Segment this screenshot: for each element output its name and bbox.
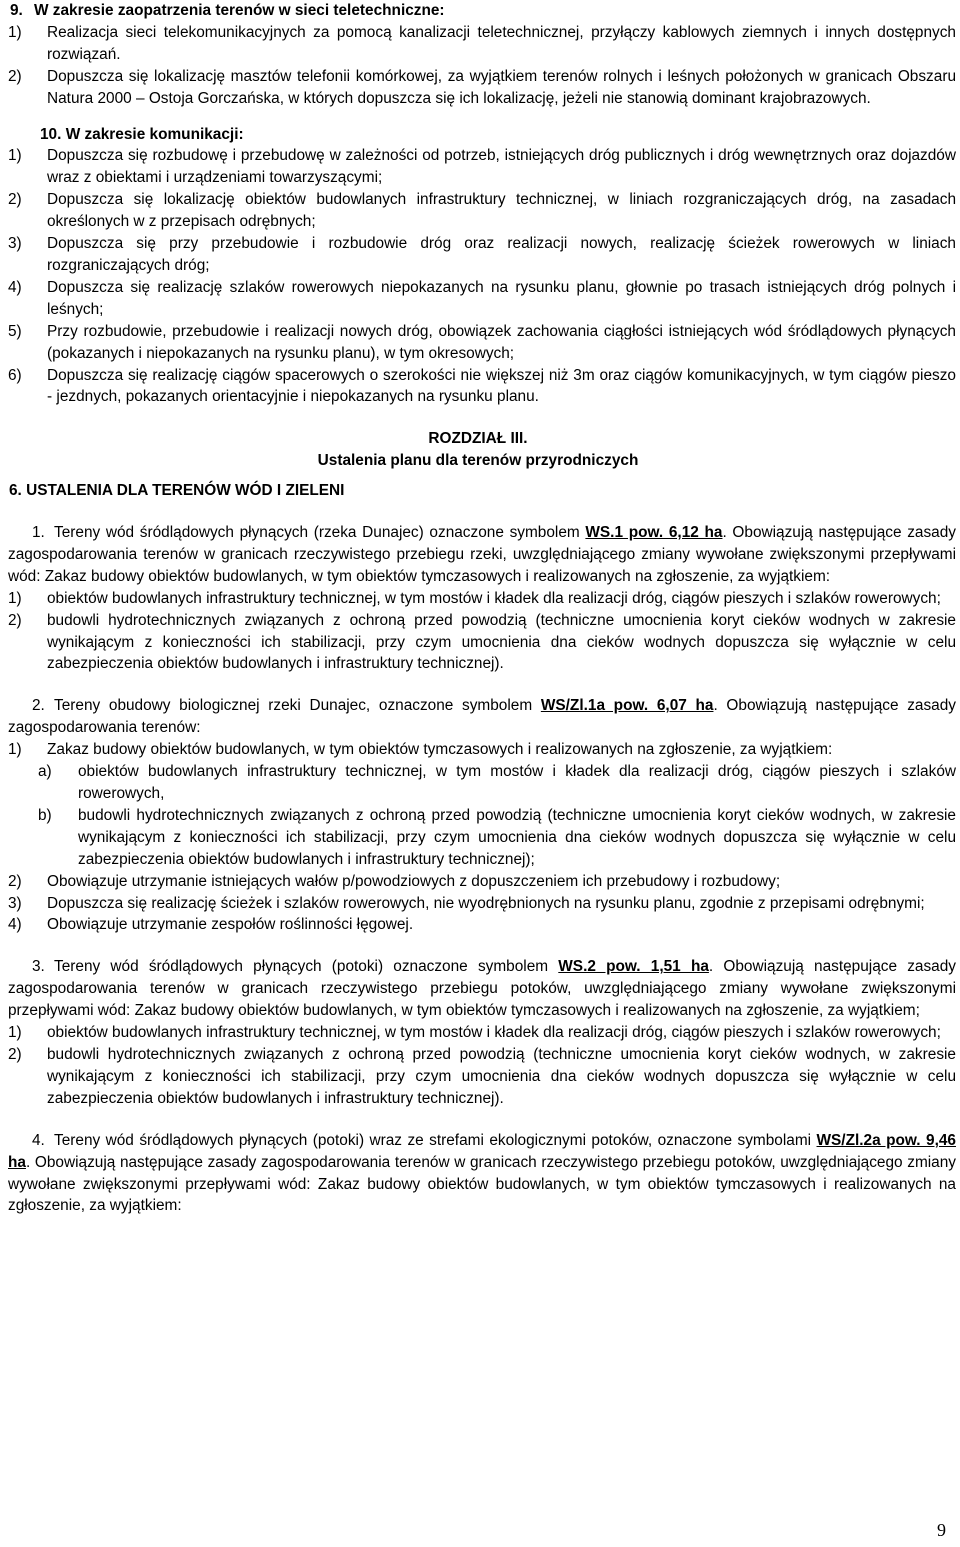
- item-text: Dopuszcza się realizację ścieżek i szlaków rowerowych, nie wyodrębnionych na rysunku planu, zgodnie z przepisami odrębnymi;: [47, 894, 925, 912]
- section-9-number: 9.: [10, 2, 23, 19]
- list-item: [8, 914, 956, 936]
- list-item: [8, 189, 956, 233]
- sub-list-item: [38, 761, 956, 805]
- paragraph-number: 1.: [32, 524, 45, 542]
- paragraph-lead: Tereny obudowy biologicznej rzeki Dunajec, oznaczone symbolem: [54, 697, 533, 715]
- list-item: [8, 277, 956, 321]
- list-item: [8, 233, 956, 277]
- item-number: 3): [8, 235, 22, 253]
- paragraph-text: . Obowiązują następujące zasady zagospodarowania terenów w granicach rzeczywistego przebiegu potoków, uwzględniającego zmiany wywołane zwiększonymi przepływami wód: Zakaz budowy obiektów budowlanych, w tym obiektów tymczasowych i realizowanych na zgłoszenie, za wyjątkiem;: [8, 958, 956, 1020]
- sub-item-text: obiektów budowlanych infrastruktury technicznej, w tym mostów i kładek dla realizacji dróg, ciągów pieszych i szlaków rowerowych,: [78, 763, 956, 802]
- item-text: budowli hydrotechnicznych związanych z ochroną przed powodzią (techniczne umocnienia koryt cieków wodnych, w zakresie wynikającym z konieczności ich stabilizacji, przy czym umocnienia dna cieków wodnych dopuszcza się wyłącznie w celu zabezpieczenia obiektów budowlanych i infrastruktury technicznej).: [47, 1045, 956, 1107]
- paragraph-text: . Obowiązują następujące zasady zagospodarowania terenów w granicach rzeczywistego przebiegu rzeki, uwzględniającego zmiany wywołane zwiększonymi przepływami wód: Zakaz budowy obiektów budowlanych, w tym obiektów tymczasowych i realizowanych na zgłoszenie, za wyjątkiem:: [8, 524, 956, 585]
- list-item: [8, 893, 956, 915]
- zone-symbol: WS/Zl.2a pow. 9,46 ha: [8, 1131, 956, 1171]
- item-number: 5): [8, 322, 22, 340]
- paragraph-4: [8, 1130, 956, 1218]
- item-number: 3): [8, 894, 22, 912]
- section-10-number: 10.: [40, 125, 62, 143]
- section-6-heading: 6. USTALENIA DLA TERENÓW WÓD I ZIELENI: [9, 482, 345, 500]
- paragraph-number: 3.: [32, 958, 45, 976]
- item-number: 1): [8, 1024, 22, 1042]
- section-9-heading: [8, 0, 956, 22]
- list-item: [8, 365, 956, 409]
- list-item: [8, 1022, 956, 1044]
- list-item: [8, 610, 956, 676]
- item-number: 4): [8, 278, 22, 296]
- section-10-heading: [8, 124, 956, 146]
- paragraph-3: [8, 956, 956, 1022]
- item-number: 2): [8, 1045, 22, 1063]
- item-text: obiektów budowlanych infrastruktury technicznej, w tym mostów i kładek dla realizacji dróg, ciągów pieszych i szlaków rowerowych;: [47, 589, 941, 607]
- zone-symbol: WS.2 pow. 1,51 ha: [558, 958, 709, 976]
- sub-item-text: budowli hydrotechnicznych związanych z ochroną przed powodzią (techniczne umocnienia koryt cieków wodnych, w zakresie wynikającym z konieczności ich stabilizacji, przy czym umocnienia dna cieków wodnych dopuszcza się wyłącznie w celu zabezpieczenia obiektów budowlanych i infrastruktury technicznej);: [78, 806, 956, 868]
- item-text: Obowiązuje utrzymanie zespołów roślinności łęgowej.: [47, 916, 414, 934]
- item-number: 2): [8, 67, 22, 85]
- paragraph-number: 4.: [32, 1131, 45, 1149]
- page-number: 9: [937, 1520, 946, 1540]
- item-text: Dopuszcza się realizację ciągów spacerowych o szerokości nie większej niż 3m oraz ciągów komunikacyjnych, w tym ciągów pieszo - jezdnych, pokazanych orientacyjnie i niepokazanych na rysunku planu.: [47, 366, 956, 406]
- list-item: [8, 588, 956, 610]
- list-item: [8, 66, 956, 110]
- paragraph-number: 2.: [32, 697, 45, 715]
- paragraph-lead: Tereny wód śródlądowych płynących (rzeka Dunajec) oznaczone symbolem: [54, 524, 580, 542]
- item-text: Obowiązuje utrzymanie istniejących wałów p/powodziowych z dopuszczeniem ich przebudowy i rozbudowy;: [47, 872, 781, 890]
- item-number: 1): [8, 741, 22, 759]
- item-number: 4): [8, 916, 22, 934]
- section-10-title: W zakresie komunikacji:: [65, 125, 244, 143]
- paragraph-lead: Tereny wód śródlądowych płynących (potoki) oznaczone symbolem: [54, 958, 549, 976]
- item-number: 2): [8, 191, 22, 209]
- item-text: obiektów budowlanych infrastruktury technicznej, w tym mostów i kładek dla realizacji dróg, ciągów pieszych i szlaków rowerowych;: [47, 1024, 941, 1042]
- item-number: 2): [8, 611, 22, 629]
- item-number: 1): [8, 589, 22, 607]
- paragraph-text: . Obowiązują następujące zasady zagospodarowania terenów:: [8, 697, 956, 737]
- item-number: 6): [8, 366, 22, 384]
- document-content: [8, 0, 956, 1217]
- item-text: Dopuszcza się rozbudowę i przebudowę w zależności od potrzeb, istniejących dróg publicznych i dróg wewnętrznych oraz dojazdów wraz z obiektami i urządzeniami towarzyszącymi;: [47, 147, 956, 187]
- list-item: [8, 321, 956, 365]
- item-text: Zakaz budowy obiektów budowlanych, w tym obiektów tymczasowych i realizowanych na zgłoszenie, za wyjątkiem:: [47, 741, 833, 759]
- item-number: 1): [8, 147, 22, 165]
- list-item: [8, 871, 956, 893]
- list-item: [8, 739, 956, 761]
- item-text: Realizacja sieci telekomunikacyjnych za pomocą kanalizacji teletechnicznej, przyłączy kablowych ziemnych i innych dostępnych rozwiązań.: [47, 23, 956, 63]
- item-text: Dopuszcza się lokalizację masztów telefonii komórkowej, za wyjątkiem terenów rolnych i leśnych położonych w granicach Obszaru Natura 2000 – Ostoja Gorczańska, w których dopuszcza się ich lokalizację, jeżeli nie stanowią dominant krajobrazowych.: [47, 67, 956, 107]
- item-text: Dopuszcza się lokalizację obiektów budowlanych infrastruktury technicznej, w liniach rozgraniczających dróg, na zasadach określonych w z przepisach odrębnych;: [47, 191, 956, 231]
- list-item: [8, 1044, 956, 1110]
- paragraph-1: [8, 522, 956, 588]
- chapter-subtitle: Ustalenia planu dla terenów przyrodniczych: [317, 452, 639, 470]
- paragraph-2: [8, 695, 956, 739]
- sub-item-letter: a): [38, 763, 52, 781]
- section-9-title: W zakresie zaopatrzenia terenów w sieci teletechniczne:: [34, 2, 445, 19]
- list-item: [8, 22, 956, 66]
- chapter-title: ROZDZIAŁ III.: [428, 430, 528, 448]
- zone-symbol: WS.1 pow. 6,12 ha: [585, 524, 723, 542]
- paragraph-text: . Obowiązują następujące zasady zagospodarowania terenów w granicach rzeczywistego przebiegu potoków, uwzględniającego zmiany wywołane zwiększonymi przepływami wód: Zakaz budowy obiektów budowlanych, w tym obiektów tymczasowych i realizowanych na zgłoszenie, za wyjątkiem:: [8, 1153, 956, 1215]
- item-text: Dopuszcza się realizację szlaków rowerowych niepokazanych na rysunku planu, głownie po trasach istniejących dróg polnych i leśnych;: [47, 278, 956, 318]
- sub-list-item: [38, 805, 956, 871]
- list-item: [8, 145, 956, 189]
- item-number: 2): [8, 872, 22, 890]
- item-text: Przy rozbudowie, przebudowie i realizacji nowych dróg, obowiązek zachowania ciągłości istniejących wód śródlądowych płynących (pokazanych i niepokazanych na rysunku planu), w tym okresowych;: [47, 322, 956, 362]
- sub-item-letter: b): [38, 806, 52, 824]
- item-number: 1): [8, 23, 22, 41]
- chapter-header: [278, 428, 678, 472]
- zone-symbol: WS/Zl.1a pow. 6,07 ha: [540, 697, 714, 715]
- item-text: Dopuszcza się przy przebudowie i rozbudowie dróg oraz realizacji nowych, realizację ścieżek rowerowych w liniach rozgraniczających dróg;: [47, 235, 956, 274]
- item-text: budowli hydrotechnicznych związanych z ochroną przed powodzią (techniczne umocnienia koryt cieków wodnych w zakresie wynikającym z konieczności ich stabilizacji, przy czym umocnienia dna cieków wodnych dopuszcza się wyłącznie w celu zabezpieczenia obiektów budowlanych i infrastruktury technicznej).: [47, 611, 956, 673]
- paragraph-lead: Tereny wód śródlądowych płynących (potoki) wraz ze strefami ekologicznymi potoków, oznaczone symbolami: [54, 1131, 812, 1149]
